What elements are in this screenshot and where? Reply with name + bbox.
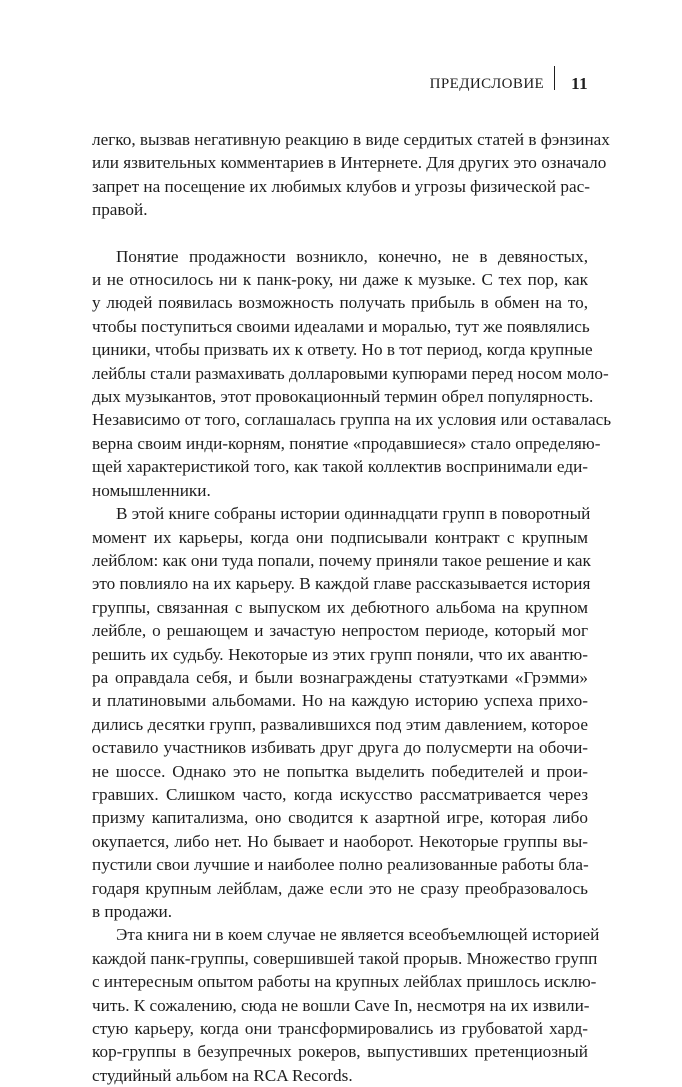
text-line: стую карьеру, когда они трансформировались из грубоватой хард- xyxy=(92,1019,588,1039)
text-line: дились десятки групп, развалившихся под этим давлением, которое xyxy=(92,714,588,734)
text-line: В этой книге собраны истории одиннадцати групп в поворотный xyxy=(116,504,591,524)
text-line: каждой панк-группы, совершившей такой прорыв. Множество групп xyxy=(92,948,598,968)
text-line: призму капитализма, оно сводится к азартной игре, которая либо xyxy=(92,808,588,828)
text-line: пустили свои лучшие и наиболее полно реализованные работы бла- xyxy=(92,855,589,875)
text-line: это повлияло на их карьеру. В каждой главе рассказывается история xyxy=(92,574,591,594)
text-line: группы, связанная с выпуском их дебютного альбома на крупном xyxy=(92,597,588,617)
text-line: с интересным опытом работы на крупных лейблах пришлось исклю- xyxy=(92,972,597,992)
text-line: оставило участников избивать друг друга до полусмерти на обочи- xyxy=(92,738,588,758)
paragraph xyxy=(92,128,610,222)
text-line: чтобы поступиться своими идеалами и моралью, тут же появлялись xyxy=(92,316,590,336)
text-line: студийный альбом на RCA Records. xyxy=(92,1065,353,1085)
text-line: Понятие продажности возникло, конечно, не в девяностых, xyxy=(116,246,588,266)
paragraph xyxy=(92,245,612,502)
text-line: кор-группы в безупречных рокеров, выпустивших претенциозный xyxy=(92,1042,588,1062)
text-line: не шоссе. Однако это не попытка выделить победителей и прои- xyxy=(92,761,588,781)
text-line: лейблы стали размахивать долларовыми купюрами перед носом моло- xyxy=(92,363,609,383)
text-line: окупается, либо нет. Но бывает и наоборот. Некоторые группы вы- xyxy=(92,831,588,851)
text-line: дых музыкантов, этот провокационный термин обрел популярность. xyxy=(92,387,594,407)
text-line: верна своим инди-корням, понятие «продавшиеся» стало определяю- xyxy=(92,433,601,453)
text-line: правой. xyxy=(92,200,148,220)
page-number: 11 xyxy=(571,74,588,93)
text-line: гравших. Слишком часто, когда искусство рассматривается через xyxy=(92,784,588,804)
text-line: или язвительных комментариев в Интернете. Для других это означало xyxy=(92,153,607,173)
section-title: ПРЕДИСЛОВИЕ xyxy=(429,75,545,92)
text-line: лейблом: как они туда попали, почему приняли такое решение и как xyxy=(92,550,591,570)
text-line: и не относилось ни к панк-року, ни даже к музыке. С тех пор, как xyxy=(92,270,588,290)
text-line: в продажи. xyxy=(92,902,173,921)
body-text xyxy=(92,128,612,1087)
text-line: запрет на посещение их любимых клубов и угрозы физической рас- xyxy=(92,176,590,196)
text-line: Эта книга ни в коем случае не является всеобъемлющей историей xyxy=(116,925,600,945)
paragraph xyxy=(92,502,591,923)
text-line: ра оправдала себя, и были вознаграждены статуэтками «Грэмми» xyxy=(92,667,588,687)
text-line: у людей появилась возможность получать прибыль в обмен на то, xyxy=(92,293,588,313)
running-header xyxy=(430,72,588,96)
text-line: щей характеристикой того, как такой коллектив воспринимали еди- xyxy=(92,457,588,477)
paragraph-gap xyxy=(92,222,588,245)
text-line: номышленники. xyxy=(92,480,211,500)
text-line: Независимо от того, соглашалась группа на их условия или оставалась xyxy=(92,410,612,430)
text-line: циники, чтобы призвать их к ответу. Но в тот период, когда крупные xyxy=(92,340,593,360)
text-line: легко, вызвав негативную реакцию в виде сердитых статей в фэнзинах xyxy=(92,130,610,149)
text-line: и платиновыми альбомами. Но на каждую историю успеха прихо- xyxy=(92,691,588,711)
text-line: решить их судьбу. Некоторые из этих групп поняли, что их авантю- xyxy=(92,644,588,664)
text-line: момент их карьеры, когда они подписывали контракт с крупным xyxy=(92,527,588,547)
text-line: годаря крупным лейблам, даже если это не сразу преобразовалось xyxy=(92,878,588,898)
header-divider xyxy=(554,66,555,90)
paragraph xyxy=(92,923,600,1087)
text-line: чить. К сожалению, сюда не вошли Cave In, несмотря на их извили- xyxy=(92,995,590,1015)
text-line: лейбле, о решающем и зачастую непростом периоде, который мог xyxy=(92,621,588,641)
